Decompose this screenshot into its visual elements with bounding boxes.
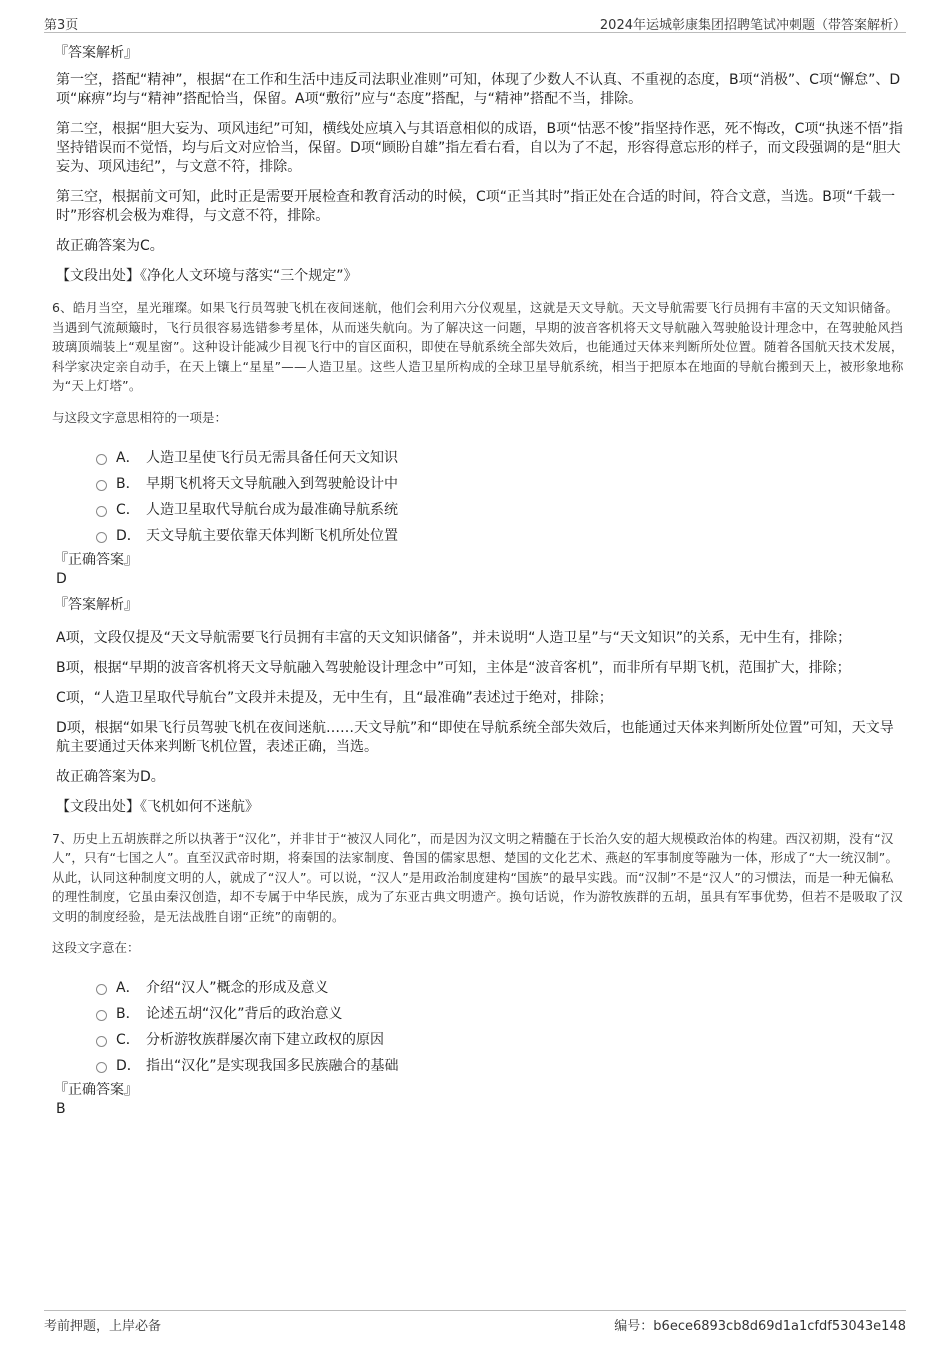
analysis-paragraph: B项，根据“早期的波音客机将天文导航融入驾驶舱设计理念中”可知，主体是“波音客机”，而非所有早期飞机，范围扩大，排除；	[56, 659, 851, 676]
document-title: 2024年运城彰康集团招聘笔试冲刺题（带答案解析）	[599, 18, 906, 33]
question-prompt: 与这段文字意思相符的一项是：	[52, 409, 228, 425]
page-footer	[44, 1310, 906, 1335]
option-b[interactable]: B． 论述五胡“汉化”背后的政治意义	[96, 1001, 904, 1027]
analysis-paragraph: A项，文段仅提及“天文导航需要飞行员拥有丰富的天文知识储备”，并未说明“人造卫星”与“天文知识”的关系，无中生有，排除；	[56, 629, 852, 646]
page-header	[44, 12, 906, 33]
analysis-paragraph: 第三空，根据前文可知，此时正是需要开展检查和教育活动的时候，C项“正当其时”指正处在合适的时间，符合文意，当选。B项“千载一时”形容机会极为难得，与文意不符，排除。	[56, 189, 896, 224]
source-citation: 【文段出处】《飞机如何不迷航》	[56, 798, 259, 815]
question-text: 6、皓月当空，星光璀璨。如果飞行员驾驶飞机在夜间迷航，他们会利用六分仪观星，这就是天文导航。天文导航需要飞行员拥有丰富的天文知识储备。当遇到气流颠簸时，飞行员很容易选错参考星体，从而迷失航向。为了解决这一问题，早期的波音客机将天文导航融入驾驶舱设计理念中，在驾驶舱风挡玻璃顶端装上“观星窗”。这种设计能减少目视飞行中的盲区面积，即使在导航系统全部失效后，也能通过天体来判断所处位置。随着各国航天技术发展，科学家决定亲自动手，在天上镶上“星星”——人造卫星。这些人造卫星所构成的全球卫星导航系统，相当于把原本在地面的导航台搬到天上，被形象地称为“天上灯塔”。	[52, 300, 904, 393]
option-d[interactable]: D． 天文导航主要依靠天体判断飞机所处位置	[96, 523, 904, 549]
page-number: 第3页	[44, 18, 79, 33]
page-content	[52, 44, 904, 1126]
radio-icon[interactable]	[96, 506, 107, 517]
radio-icon[interactable]	[96, 1062, 107, 1073]
question-prompt: 这段文字意在：	[52, 940, 140, 955]
analysis-paragraph: 第二空，根据“胆大妄为、项风违纪”可知，横线处应填入与其语意相似的成语，B项“怙恶不悛”指坚持作恶，死不悔改，C项“执迷不悟”指坚持错误而不觉悟，均与后文对应恰当，保留。D项“顾盼自雄”指左看右看，自以为了不起，形容得意忘形的样子，而文段强调的是“胆大妄为、项风违纪”，与文意不符，排除。	[56, 121, 903, 175]
option-list	[96, 445, 904, 549]
option-c[interactable]: C． 人造卫星取代导航台成为最准确导航系统	[96, 497, 904, 523]
option-d[interactable]: D． 指出“汉化”是实现我国多民族融合的基础	[96, 1053, 904, 1079]
footer-slogan: 考前押题，上岸必备	[44, 1319, 162, 1334]
analysis-paragraph: D项，根据“如果飞行员驾驶飞机在夜间迷航……天文导航”和“即使在导航系统全部失效后，也能通过天体来判断所处位置”可知，天文导航主要通过天体来判断飞机位置，表述正确，当选。	[56, 719, 894, 755]
question-text: 7、历史上五胡族群之所以执著于“汉化”，并非甘于“被汉人同化”，而是因为汉文明之精髓在于长治久安的超大规模政治体的构建。西汉初期，没有“汉人”，只有“七国之人”。直至汉武帝时期，将秦国的法家制度、鲁国的儒家思想、楚国的文化艺术、燕赵的军事制度等融为一体，形成了“大一统汉制”。从此，认同这种制度文明的人，就成了“汉人”。可以说，“汉人”是用政治制度建构“国族”的最早实践。而“汉制”不是“汉人”的习惯法，而是一种无偏私的理性制度，它虽由秦汉创造，却不专属于中华民族，成为了东亚古典文明遗产。换句话说，作为游牧族群的五胡，虽具有军事优势，但若不是吸取了汉文明的制度经验，是无法战胜自诩“正统”的南朝的。	[52, 830, 903, 924]
correct-answer: D	[56, 570, 67, 587]
option-list	[96, 975, 904, 1079]
option-a[interactable]: A． 人造卫星使飞行员无需具备任何天文知识	[96, 445, 904, 471]
analysis-label: 『答案解析』	[54, 596, 138, 613]
radio-icon[interactable]	[96, 1036, 107, 1047]
radio-icon[interactable]	[96, 454, 107, 465]
radio-icon[interactable]	[96, 532, 107, 543]
radio-icon[interactable]	[96, 1010, 107, 1021]
radio-icon[interactable]	[96, 984, 107, 995]
option-c[interactable]: C． 分析游牧族群屡次南下建立政权的原因	[96, 1027, 904, 1053]
analysis-paragraph: 第一空，搭配“精神”，根据“在工作和生活中违反司法职业准则”可知，体现了少数人不认真、不重视的态度，B项“消极”、C项“懈怠”、D项“麻痹”均与“精神”搭配恰当，保留。A项“敷衍”应与“态度”搭配，与“精神”搭配不当，排除。	[56, 72, 901, 107]
conclusion: 故正确答案为D。	[56, 768, 165, 785]
source-citation: 【文段出处】《净化人文环境与落实“三个规定”》	[56, 268, 358, 284]
correct-answer-label: 『正确答案』	[54, 1082, 138, 1098]
analysis-label: 『答案解析』	[54, 45, 138, 61]
analysis-paragraph: C项，“人造卫星取代导航台”文段并未提及，无中生有，且“最准确”表述过于绝对，排除；	[56, 689, 613, 706]
conclusion: 故正确答案为C。	[56, 238, 164, 254]
document-id: 编号：b6ece6893cb8d69d1a1cfdf53043e148	[614, 1319, 906, 1334]
option-b[interactable]: B． 早期飞机将天文导航融入到驾驶舱设计中	[96, 471, 904, 497]
correct-answer: B	[56, 1101, 66, 1117]
radio-icon[interactable]	[96, 480, 107, 491]
correct-answer-label: 『正确答案』	[54, 551, 138, 568]
option-a[interactable]: A． 介绍“汉人”概念的形成及意义	[96, 975, 904, 1001]
